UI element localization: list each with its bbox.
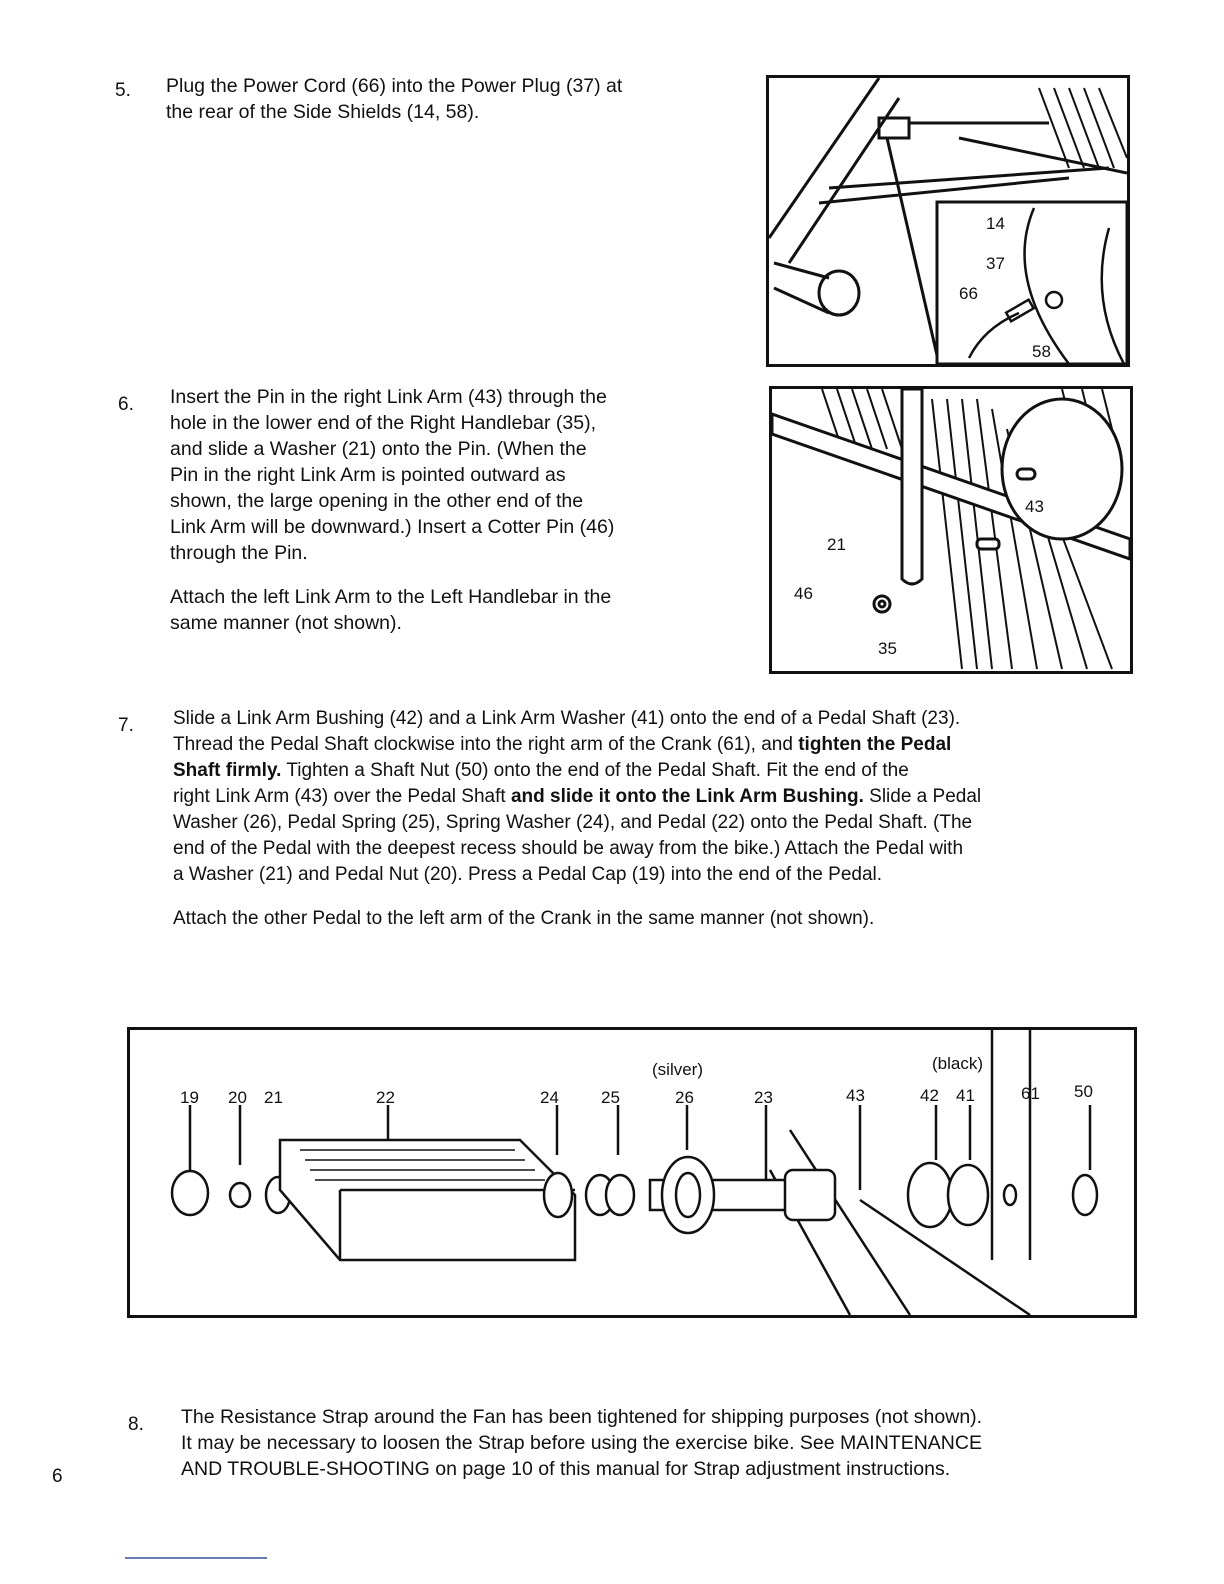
bold-text: Shaft firmly. [173,760,282,781]
label-50: 50 [1074,1082,1093,1101]
label-58: 58 [1032,342,1051,361]
note-black: (black) [932,1054,984,1073]
footer-rule [125,1557,267,1559]
text-line: and slide a Washer (21) onto the Pin. (When the [170,438,587,460]
label-35: 35 [878,639,897,658]
label-14: 14 [986,214,1005,233]
bold-text: and slide it onto the Link Arm Bushing. [510,786,864,807]
text-line [173,732,981,758]
text-line: Washer (26), Pedal Spring (25), Spring Washer (24), and Pedal (22) onto the Pedal Shaft. (The [173,812,973,833]
label-41: 41 [956,1086,975,1105]
label-21: 21 [827,535,846,554]
text-line: end of the Pedal with the deepest recess should be away from the bike.) Attach the Pedal with [173,838,964,859]
label-43: 43 [1025,497,1044,516]
label-19: 19 [180,1088,199,1107]
step-5-text [166,73,622,125]
note-silver: (silver) [652,1060,703,1079]
text-span: Thread the Pedal Shaft clockwise into the right arm of the Crank (61), and [173,734,799,755]
step-8-number: 8. [128,1414,144,1435]
bold-text: tighten the Pedal [798,734,952,755]
label-43: 43 [846,1086,865,1105]
text-line: the rear of the Side Shields (14, 58). [166,101,480,123]
text-span: right Link Arm (43) over the Pedal Shaft [173,786,511,807]
step-7-number: 7. [118,715,134,736]
step-6-text [170,384,614,636]
label-24: 24 [540,1088,559,1107]
step-8-text [181,1404,982,1482]
power-cord-illustration [769,78,1127,364]
text-line: Plug the Power Cord (66) into the Power Plug (37) at [166,75,623,97]
text-line [173,784,981,810]
text-line: Attach the left Link Arm to the Left Handlebar in the [170,586,612,608]
label-22: 22 [376,1088,395,1107]
text-line: AND TROUBLE-SHOOTING on page 10 of this manual for Strap adjustment instructions. [181,1458,951,1480]
pedal-assembly-illustration [130,1030,1134,1315]
label-23: 23 [754,1088,773,1107]
label-37: 37 [986,254,1005,273]
text-line [173,758,981,784]
text-line: It may be necessary to loosen the Strap before using the exercise bike. See MAINTENANCE [181,1432,982,1454]
text-line: shown, the large opening in the other end of the [170,490,584,512]
text-span: Tighten a Shaft Nut (50) onto the end of the Pedal Shaft. Fit the end of the [281,760,909,781]
label-42: 42 [920,1086,939,1105]
text-line: Slide a Link Arm Bushing (42) and a Link Arm Washer (41) onto the end of a Pedal Shaft (23). [173,708,961,729]
step-5-number: 5. [115,80,131,101]
text-line: Insert the Pin in the right Link Arm (43) through the [170,386,607,408]
label-46: 46 [794,584,813,603]
label-26: 26 [675,1088,694,1107]
power-cord-figure [766,75,1130,367]
label-25: 25 [601,1088,620,1107]
label-61: 61 [1021,1084,1040,1103]
text-line: a Washer (21) and Pedal Nut (20). Press a Pedal Cap (19) into the end of the Pedal. [173,864,883,885]
text-line: Pin in the right Link Arm is pointed outward as [170,464,566,486]
pedal-assembly-figure [127,1027,1137,1318]
text-line: Link Arm will be downward.) Insert a Cotter Pin (46) [170,516,615,538]
link-arm-figure [769,386,1133,674]
text-line: Attach the other Pedal to the left arm of the Crank in the same manner (not shown). [173,908,875,929]
text-line: The Resistance Strap around the Fan has been tightened for shipping purposes (not shown). [181,1406,983,1428]
link-arm-illustration [772,389,1130,671]
label-66: 66 [959,284,978,303]
label-20: 20 [228,1088,247,1107]
text-line: hole in the lower end of the Right Handlebar (35), [170,412,597,434]
step-7-text [173,706,981,932]
page-number: 6 [52,1466,63,1487]
step-6-number: 6. [118,394,134,415]
text-span: Slide a Pedal [863,786,982,807]
label-21: 21 [264,1088,283,1107]
text-line: same manner (not shown). [170,612,402,634]
text-line: through the Pin. [170,542,308,564]
